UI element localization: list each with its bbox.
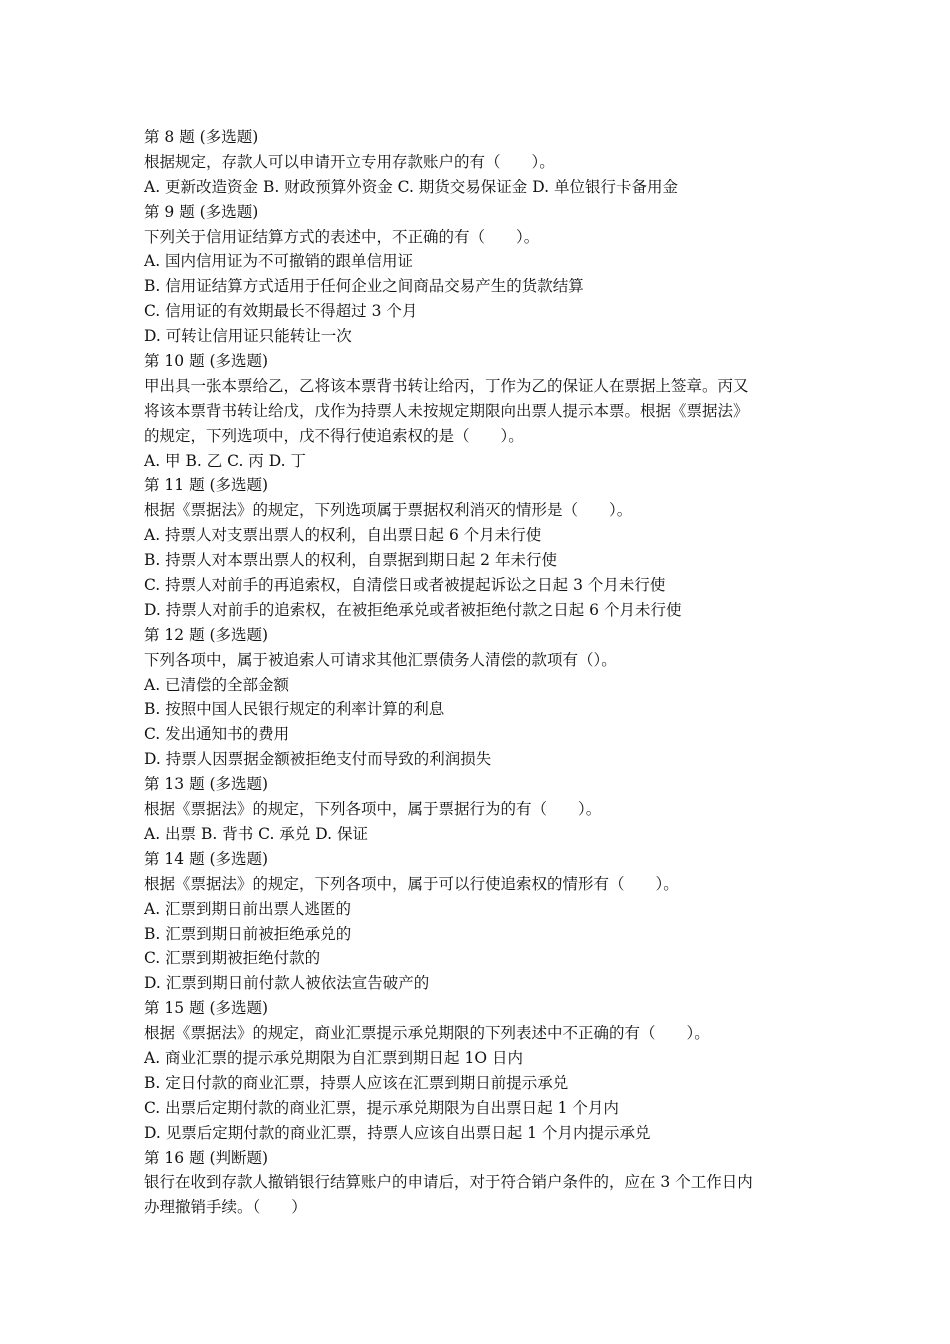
answer-option: C. 信用证的有效期最长不得超过 3 个月 [144, 302, 418, 321]
question-header: 第 13 题 (多选题) [144, 775, 269, 794]
answer-option: A. 出票 B. 背书 C. 承兑 D. 保证 [144, 824, 368, 843]
answer-option: D. 见票后定期付款的商业汇票，持票人应该自出票日起 1 个月内提示承兑 [144, 1123, 651, 1142]
question-stem: 甲出具一张本票给乙，乙将该本票背书转让给丙，丁作为乙的保证人在票据上签章。丙又 [144, 376, 749, 395]
question-block [144, 125, 824, 200]
question-block [144, 200, 824, 349]
question-block [144, 349, 824, 473]
answer-option: D. 汇票到期日前付款人被依法宣告破产的 [144, 974, 430, 993]
question-block [144, 473, 824, 622]
question-stem: 的规定，下列选项中，戊不得行使追索权的是（ ）。 [144, 426, 524, 445]
question-header: 第 12 题 (多选题) [144, 625, 269, 644]
question-block [144, 847, 824, 996]
answer-option: B. 定日付款的商业汇票，持票人应该在汇票到期日前提示承兑 [144, 1073, 569, 1092]
question-stem: 下列各项中，属于被追索人可请求其他汇票债务人清偿的款项有（）。 [144, 650, 617, 669]
answer-option: D. 持票人因票据金额被拒绝支付而导致的利润损失 [144, 750, 492, 769]
question-header: 第 9 题 (多选题) [144, 202, 259, 221]
answer-option: B. 持票人对本票出票人的权利，自票据到期日起 2 年未行使 [144, 551, 557, 570]
question-stem: 根据《票据法》的规定，下列各项中，属于票据行为的有（ ）。 [144, 800, 602, 819]
answer-option: C. 汇票到期被拒绝付款的 [144, 949, 321, 968]
answer-option: A. 已清偿的全部金额 [144, 675, 290, 694]
question-header: 第 8 题 (多选题) [144, 128, 259, 146]
question-stem: 办理撤销手续。（ ） [144, 1198, 307, 1217]
answer-option: C. 出票后定期付款的商业汇票，提示承兑期限为自出票日起 1 个月内 [144, 1098, 619, 1117]
question-stem: 银行在收到存款人撤销银行结算账户的申请后，对于符合销户条件的，应在 3 个工作日内 [144, 1173, 753, 1192]
answer-option: A. 汇票到期日前出票人逃匿的 [144, 899, 352, 918]
answer-option: B. 信用证结算方式适用于任何企业之间商品交易产生的货款结算 [144, 277, 584, 296]
answer-option: A. 甲 B. 乙 C. 丙 D. 丁 [144, 451, 306, 470]
answer-option: D. 可转让信用证只能转让一次 [144, 327, 352, 346]
question-header: 第 14 题 (多选题) [144, 849, 269, 868]
answer-option: A. 商业汇票的提示承兑期限为自汇票到期日起 1O 日内 [144, 1048, 523, 1067]
answer-option: B. 按照中国人民银行规定的利率计算的利息 [144, 700, 445, 719]
answer-option: C. 发出通知书的费用 [144, 725, 290, 744]
question-stem: 根据规定，存款人可以申请开立专用存款账户的有（ ）。 [144, 152, 555, 171]
question-stem: 下列关于信用证结算方式的表述中，不正确的有（ ）。 [144, 227, 540, 246]
question-block [144, 772, 824, 847]
question-block [144, 996, 824, 1145]
question-block [144, 1146, 824, 1221]
question-stem: 将该本票背书转让给戊，戊作为持票人未按规定期限向出票人提示本票。根据《票据法》 [144, 401, 749, 420]
exam-page [144, 125, 824, 1220]
question-stem: 根据《票据法》的规定，商业汇票提示承兑期限的下列表述中不正确的有（ ）。 [144, 1024, 710, 1043]
question-header: 第 15 题 (多选题) [144, 999, 269, 1018]
question-stem: 根据《票据法》的规定，下列选项属于票据权利消灭的情形是（ ）。 [144, 501, 633, 520]
answer-option: D. 持票人对前手的追索权，在被拒绝承兑或者被拒绝付款之日起 6 个月未行使 [144, 600, 682, 619]
question-stem: 根据《票据法》的规定，下列各项中，属于可以行使追索权的情形有（ ）。 [144, 874, 679, 893]
question-header: 第 10 题 (多选题) [144, 352, 269, 371]
answer-option: A. 国内信用证为不可撤销的跟单信用证 [144, 252, 414, 271]
answer-option: A. 持票人对支票出票人的权利，自出票日起 6 个月未行使 [144, 526, 542, 545]
question-block [144, 623, 824, 772]
answer-option: C. 持票人对前手的再追索权，自清偿日或者被提起诉讼之日起 3 个月未行使 [144, 576, 666, 595]
question-header: 第 11 题 (多选题) [144, 476, 269, 495]
answer-option: A. 更新改造资金 B. 财政预算外资金 C. 期货交易保证金 D. 单位银行卡备用金 [144, 177, 678, 196]
answer-option: B. 汇票到期日前被拒绝承兑的 [144, 924, 352, 943]
question-header: 第 16 题 (判断题) [144, 1148, 269, 1167]
